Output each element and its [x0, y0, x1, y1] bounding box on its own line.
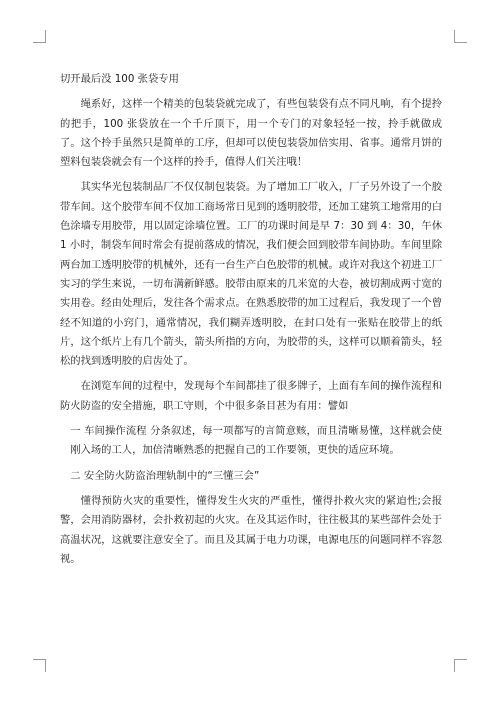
paragraph-safety-heading: 二 安全防火防盗治理轨制中的“三懂三会”	[70, 469, 260, 482]
crop-mark-bottom-right	[454, 659, 467, 672]
paragraph-operation-process: 一 车间操作流程 分条叙述，每一项都写的言简意赅，而且清晰易懂，这样就会使刚入场的工人，加倍清晰熟悉的把握自己的工作要领，更快的适应环境。	[70, 425, 442, 457]
document-heading: 切开最后没 100 张袋专用	[60, 73, 179, 85]
crop-mark-top-left	[33, 30, 46, 43]
paragraph-fire-safety: 懂得预防火灾的重要性，懂得发生火灾的严重性，懂得扑救火灾的紧迫性;会报警，会用消防器材，会扑救初起的火灾。在及其运作时，往往极其的某些部件会处于高温状况，这就要注意安全了。而且及其属于电力功课，电源电压的问题同样不容忽视。	[60, 494, 442, 565]
paragraph-tape-workshop: 其实华光包装制品厂不仅仅制包装袋。为了增加工厂收入，厂子另外设了一个胶带车间。这个胶带车间不仅加工商场常日见到的透明胶带，还加工建筑工地常用的白色涂墙专用胶带，用以固定涂墙位置。工厂的功课时间是早 7：30 到 4：30，午休 1 小时，制袋车间时常会有提前落成的情况，我们便会回到胶带车间协助。车间里除两台加工透明胶带的机械外，还有一台生产白色胶带的机械。或许对我这个初进工厂实习的学生来说，一切布满新鲜感。胶带由原来的几米宽的大卷，被切割成两寸宽的实用卷。经由处理后，发往各个需求点。在熟悉胶带的加工过程后，我发现了一个曾经不知道的小窍门，通常情况，我们糊弄透明胶，在封口处有一张贴在胶带上的纸片，这个纸片上有几个箭头，箭头所指的方向，为胶带的头，这样可以顺着箭头，轻松的找到透明胶的启齿处了。	[60, 181, 442, 368]
crop-mark-top-right	[454, 30, 467, 43]
paragraph-workshop-signs: 在浏览车间的过程中，发现每个车间都挂了很多牌子，上面有车间的操作流程和防火防盗的安全措施，职工守则，个中很多条目甚为有用：譬如	[60, 380, 442, 412]
document-body	[60, 70, 442, 575]
crop-mark-bottom-left	[33, 659, 46, 672]
paragraph-handle: 绳系好，这样一个精美的包装袋就完成了，有些包装袋有点不同凡响，有个提拎的把手，100 张袋放在一个千斤顶下，用一个专门的对象轻轻一按，拎手就做成了。这个拎手虽然只是简单的工序，但却可以使包装袋加倍实用、省事。通常月饼的塑料包装袋就会有一个这样的拎手，值得人们关注哦！	[60, 98, 442, 169]
